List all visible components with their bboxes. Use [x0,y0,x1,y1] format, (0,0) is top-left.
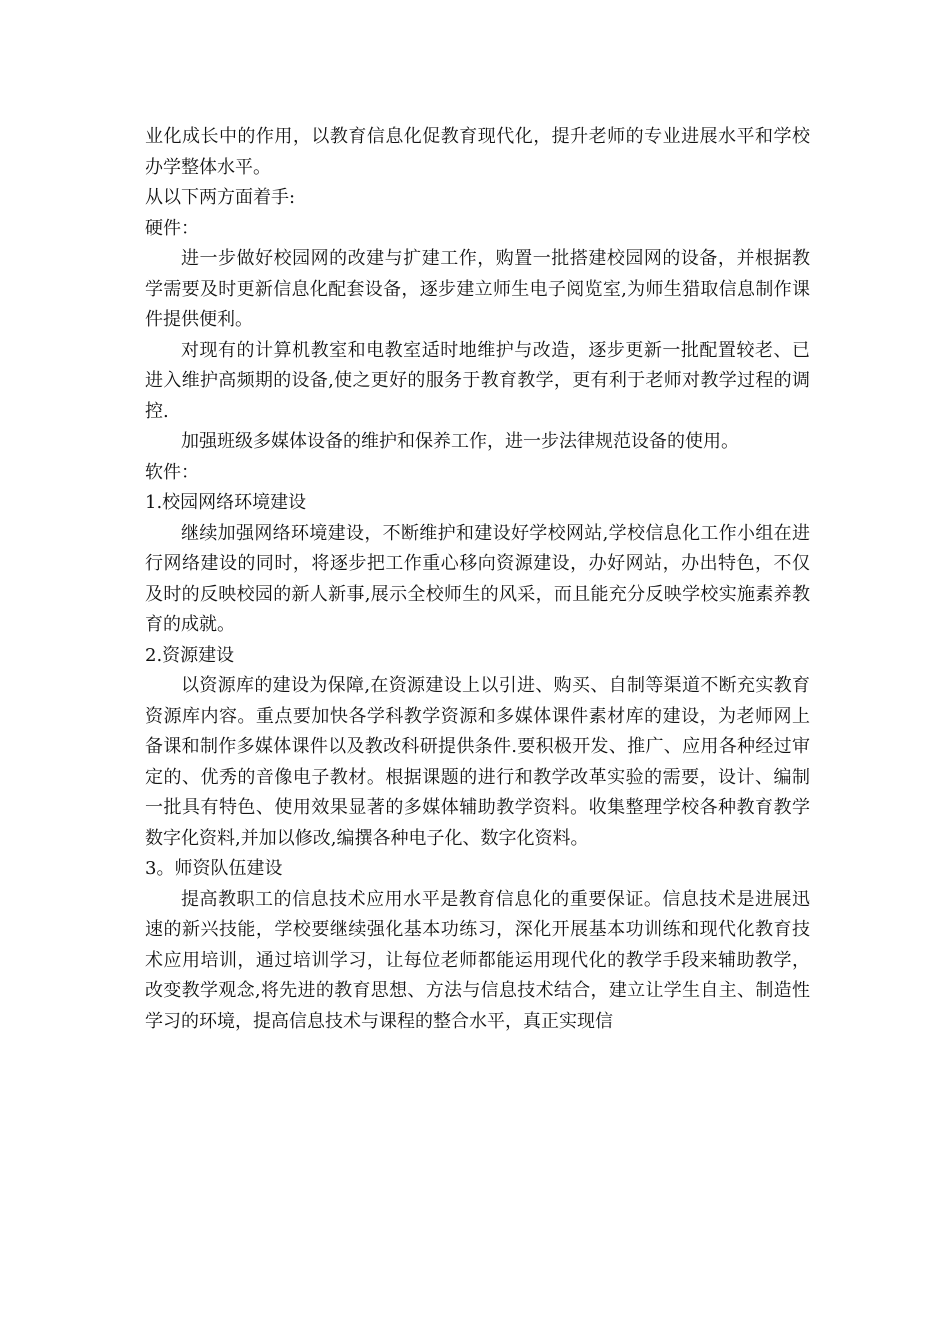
heading-software: 软件： [145,461,199,483]
heading-network-environment: 1.校园网络环境建设 [145,492,307,513]
heading-hardware: 硬件： [145,217,199,239]
paragraph-computer-rooms: 对现有的计算机教室和电教室适时地维护与改造，逐步更新一批配置较老、已进入维护高频期的设备,使之更好的服务于教育教学，更有利于老师对教学过程的调控. [145,339,810,422]
heading-resource-building: 2.资源建设 [145,644,235,666]
document-body [145,122,810,1037]
paragraph-continuation: 业化成长中的作用，以教育信息化促教育现代化，提升老师的专业进展水平和学校办学整体水平。 [145,126,810,178]
paragraph-multimedia-equipment: 加强班级多媒体设备的维护和保养工作，进一步法律规范设备的使用。 [181,431,739,452]
paragraph-intro: 从以下两方面着手: [145,187,296,208]
paragraph-teacher-team: 提高教职工的信息技术应用水平是教育信息化的重要保证。信息技术是进展迅速的新兴技能，学校要继续强化基本功练习，深化开展基本功训练和现代化教育技术应用培训，通过培训学习，让每位老师都能运用现代化的教学手段来辅助教学，改变教学观念,将先进的教育思想、方法与信息技术结合，建立让学生自主、制造性学习的环境，提高信息技术与课程的整合水平，真正实现信 [145,888,810,1032]
heading-teacher-team: 3。师资队伍建设 [145,858,283,879]
paragraph-campus-network: 进一步做好校园网的改建与扩建工作，购置一批搭建校园网的设备，并根据教学需要及时更新信息化配套设备，逐步建立师生电子阅览室,为师生猎取信息制作课件提供便利。 [145,248,810,330]
paragraph-network-environment: 继续加强网络环境建设，不断维护和建设好学校网站,学校信息化工作小组在进行网络建设的同时，将逐步把工作重心移向资源建设，办好网站，办出特色，不仅及时的反映校园的新人新事,展示全校师生的风采，而且能充分反映学校实施素养教育的成就。 [145,522,810,635]
paragraph-resource-building: 以资源库的建设为保障,在资源建设上以引进、购买、自制等渠道不断充实教育资源库内容。重点要加快各学科教学资源和多媒体课件素材库的建设，为老师网上备课和制作多媒体课件以及教改科研提供条件.要积极开发、推广、应用各种经过审定的、优秀的音像电子教材。根据课题的进行和教学改革实验的需要，设计、编制一批具有特色、使用效果显著的多媒体辅助教学资料。收集整理学校各种教育教学数字化资料,并加以修改,编撰各种电子化、数字化资料。 [145,675,810,849]
